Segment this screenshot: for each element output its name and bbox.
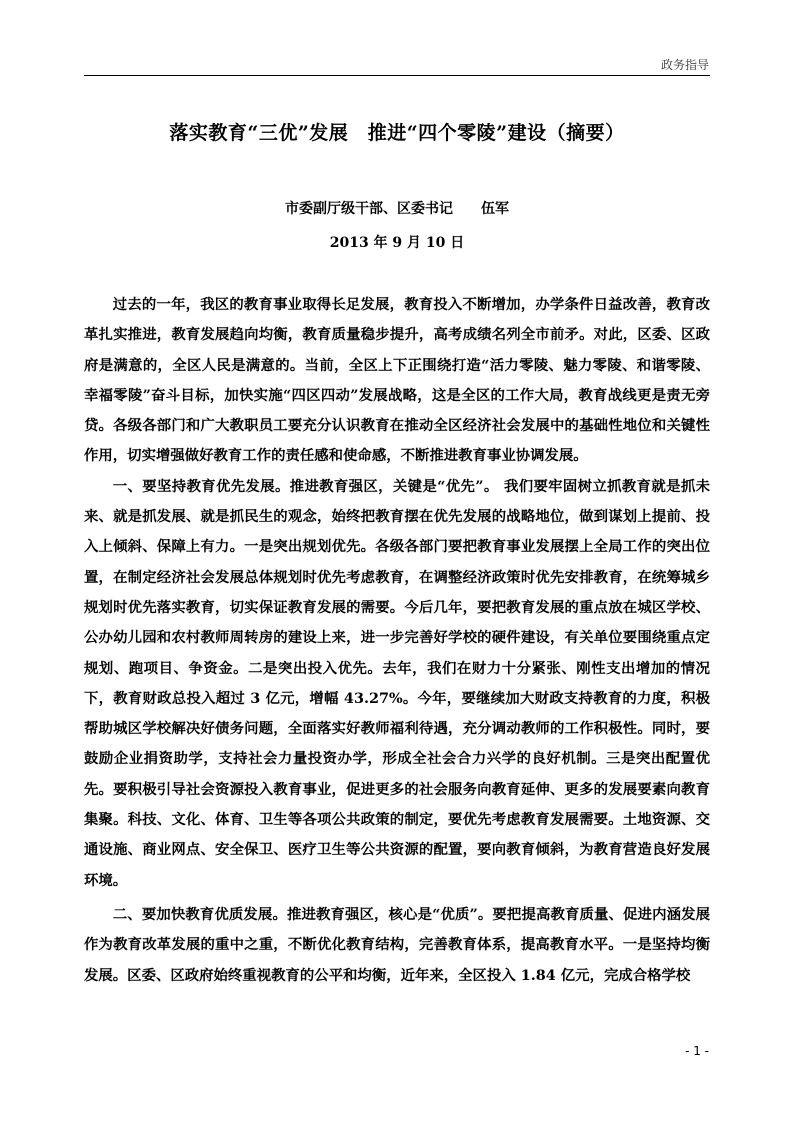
page-number: - 1 - [685,1044,709,1058]
document-title: 落实教育“三优”发展 推进“四个零陵”建设（摘要） [169,122,625,144]
document-body [84,290,710,991]
body-paragraph: 二、要加快教育优质发展。推进教育强区，核心是“优质”。要把提高教育质量、促进内涵发展作为教育改革发展的重中之重，不断优化教育结构，完善教育体系，提高教育水平。一是坚持均衡发展。区委、区政府始终重视教育的公平和均衡，近年来，全区投入 1.84 亿元，完成合格学校 [84,905,710,984]
document-author: 市委副厅级干部、区委书记 伍军 [285,201,509,217]
header-divider [84,75,710,76]
document-date: 2013 年 9 月 10 日 [329,235,465,251]
body-paragraph: 一、要坚持教育优先发展。推进教育强区，关键是“优先”。 我们要牢固树立抓教育就是抓未来、就是抓发展、就是抓民生的观念，始终把教育摆在优先发展的战略地位，做到谋划上提前、投入上倾斜、保障上有力。一是突出规划优先。各级各部门要把教育事业发展摆上全局工作的突出位置，在制定经济社会发展总体规划时优先考虑教育，在调整经济政策时优先安排教育，在统筹城乡规划时优先落实教育，切实保证教育发展的需要。今后几年，要把教育发展的重点放在城区学校、公办幼儿园和农村教师周转房的建设上来，进一步完善好学校的硬件建设，有关单位要围绕重点定规划、跑项目、争资金。二是突出投入优先。去年，我们在财力十分紧张、刚性支出增加的情况下，教育财政总投入超过 3 亿元，增幅 43.27%。今年，要继续加大财政支持教育的力度，积极帮助城区学校解决好债务问题，全面落实好教师福利待遇，充分调动教师的工作积极性。同时，要鼓励企业捐资助学，支持社会力量投资办学，形成全社会合力兴学的良好机制。三是突出配置优先。要积极引导社会资源投入教育事业，促进更多的社会服务向教育延伸、更多的发展要素向教育集聚。科技、文化、体育、卫生等各项公共政策的制定，要优先考虑教育发展需要。土地资源、交通设施、商业网点、安全保卫、医疗卫生等公共资源的配置，要向教育倾斜，为教育营造良好发展环境。 [84,477,710,889]
running-header: 政务指导 [660,58,709,72]
body-paragraph: 过去的一年，我区的教育事业取得长足发展，教育投入不断增加，办学条件日益改善，教育改革扎实推进，教育发展趋向均衡，教育质量稳步提升，高考成绩名列全市前矛。对此，区委、区政府是满意的，全区人民是满意的。当前，全区上下正围绕打造“活力零陵、魅力零陵、和谐零陵、幸福零陵”奋斗目标，加快实施“四区四动”发展战略，这是全区的工作大局，教育战线更是责无旁贷。各级各部门和广大教职员工要充分认识教育在推动全区经济社会发展中的基础性地位和关键性作用，切实增强做好教育工作的责任感和使命感，不断推进教育事业协调发展。 [84,296,710,465]
